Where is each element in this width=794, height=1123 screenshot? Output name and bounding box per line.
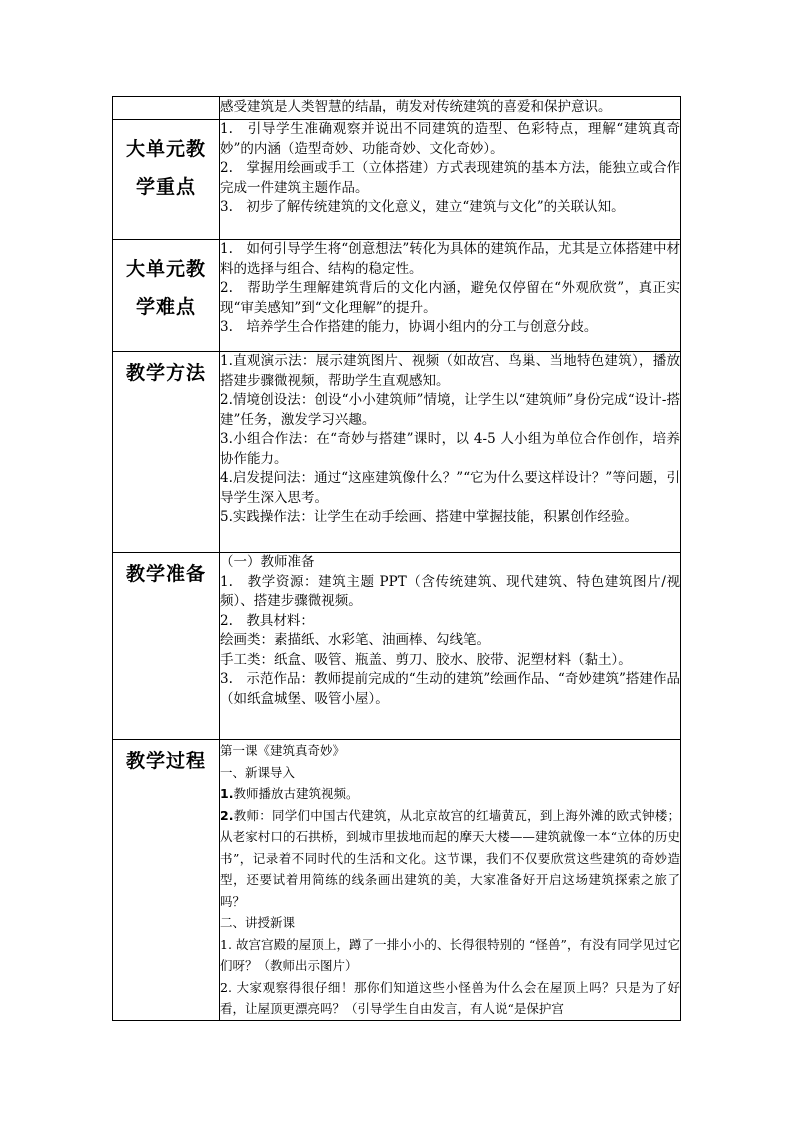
methods-label-text: 教学方法: [125, 362, 206, 384]
methods-label: [113, 352, 220, 553]
key-point-item: 2. 掌握用绘画或手工（立体搭建）方式表现建筑的基本方法，能独立或合作完成一件建筑主题作品。: [220, 160, 680, 196]
difficulties-label: [113, 240, 220, 352]
intro-text: 感受建筑是人类智慧的结晶，萌发对传统建筑的喜爱和保护意识。: [220, 99, 612, 115]
method-item: 1.直观演示法：展示建筑图片、视频（如故宫、鸟巢、当地特色建筑），播放搭建步骤微视频，帮助学生直观感知。: [220, 353, 680, 389]
part1-heading: 一、新课导入: [220, 764, 296, 780]
difficulty-item: 2. 帮助学生理解建筑背后的文化内涵，避免仅停留在“外观欣赏”，真正实现“审美感知”到“文化理解”的提升。: [220, 280, 680, 316]
preparation-item: 2. 教具材料：: [220, 612, 314, 629]
key-points-content: [220, 120, 681, 240]
process-label: [113, 740, 220, 1021]
difficulties-label-line1: 大单元教: [125, 258, 206, 280]
question-2: 2. 大家观察得很仔细！那你们知道这些小怪兽为什么会在屋顶上吗？只是为了好看，让屋顶更漂亮吗？（引导学生自由发言，有人说“是保护宫: [220, 979, 680, 1016]
difficulties-content: [220, 240, 681, 352]
preparation-item: 1. 教学资源：建筑主题 PPT（含传统建筑、现代建筑、特色建筑图片/视频）、搭建步骤微视频。: [220, 573, 680, 609]
part2-heading: 二、讲授新课: [220, 915, 296, 930]
preparation-row: [113, 553, 681, 740]
step2-text: 教师：同学们中国古代建筑，从北京故宫的红墙黄瓦，到上海外滩的欧式钟楼；从老家村口的石拱桥，到城市里拔地而起的摩天大楼——建筑就像一本“立体的历史书”，记录着不同时代的生活和文化。这节课，我们不仅要欣赏这些建筑的奇妙造型，还要试着用简练的线条画出建筑的美，大家准备好开启这场建筑探索之旅了吗？: [220, 807, 680, 909]
key-points-label-line2: 学重点: [135, 176, 196, 198]
difficulty-item: 3. 培养学生合作搭建的能力，协调小组内的分工与创意分歧。: [220, 319, 598, 335]
method-item: 4.启发提问法：通过“这座建筑像什么？”“它为什么要这样设计？”等问题，引导学生深入思考。: [220, 470, 680, 506]
preparation-content: [220, 553, 681, 740]
key-points-label-line1: 大单元教: [125, 138, 206, 160]
process-step-2: [220, 805, 680, 913]
key-points-label: [113, 120, 220, 240]
step1-number: 1.: [220, 786, 234, 801]
key-point-item: 3. 初步了解传统建筑的文化意义，建立“建筑与文化”的关联认知。: [220, 199, 625, 215]
key-points-row: [113, 120, 681, 240]
preparation-label-text: 教学准备: [125, 563, 206, 585]
preparation-item: （一）教师准备: [220, 554, 315, 570]
difficulties-label-line2: 学难点: [135, 296, 196, 318]
step2-number: 2.: [220, 807, 234, 823]
preparation-item: 绘画类：素描纸、水彩笔、油画棒、勾线笔。: [220, 632, 490, 648]
process-content: [220, 740, 681, 1021]
step1-text: 教师播放古建筑视频。: [233, 786, 359, 801]
preparation-item: 3. 示范作品：教师提前完成的“生动的建筑”绘画作品、“奇妙建筑”搭建作品（如纸盒城堡、吸管小屋）。: [220, 671, 680, 707]
key-point-item: 1. 引导学生准确观察并说出不同建筑的造型、色彩特点，理解“建筑真奇妙”的内涵（造型奇妙、功能奇妙、文化奇妙）。: [220, 121, 680, 157]
difficulty-item: 1. 如何引导学生将“创意想法”转化为具体的建筑作品，尤其是立体搭建中材料的选择与组合、结构的稳定性。: [220, 241, 680, 277]
question-1: 1. 故宫宫殿的屋顶上，蹲了一排小小的、长得很特别的 “怪兽”，有没有同学见过它们呀？（教师出示图片）: [220, 936, 680, 973]
lesson-title: 第一课《建筑真奇妙》: [220, 743, 346, 758]
lesson-plan-table: [112, 96, 681, 1021]
method-item: 2.情境创设法：创设“小小建筑师”情境，让学生以“建筑师”身份完成“设计-搭建”任务，激发学习兴趣。: [220, 392, 680, 428]
process-row: [113, 740, 681, 1021]
method-item: 5.实践操作法：让学生在动手绘画、搭建中掌握技能，积累创作经验。: [220, 509, 638, 525]
method-item: 3.小组合作法：在“奇妙与搭建”课时，以 4-5 人小组为单位合作创作，培养协作能力。: [220, 431, 680, 467]
difficulties-row: [113, 240, 681, 352]
intro-row: [113, 97, 681, 120]
process-step-1: [220, 783, 680, 805]
methods-row: [113, 352, 681, 553]
preparation-label: [113, 553, 220, 740]
process-label-text: 教学过程: [125, 750, 206, 772]
methods-content: [220, 352, 681, 553]
intro-content-cell: [220, 97, 681, 120]
preparation-item: 手工类：纸盒、吸管、瓶盖、剪刀、胶水、胶带、泥塑材料（黏土）。: [220, 651, 632, 668]
intro-label-cell: [113, 97, 220, 120]
